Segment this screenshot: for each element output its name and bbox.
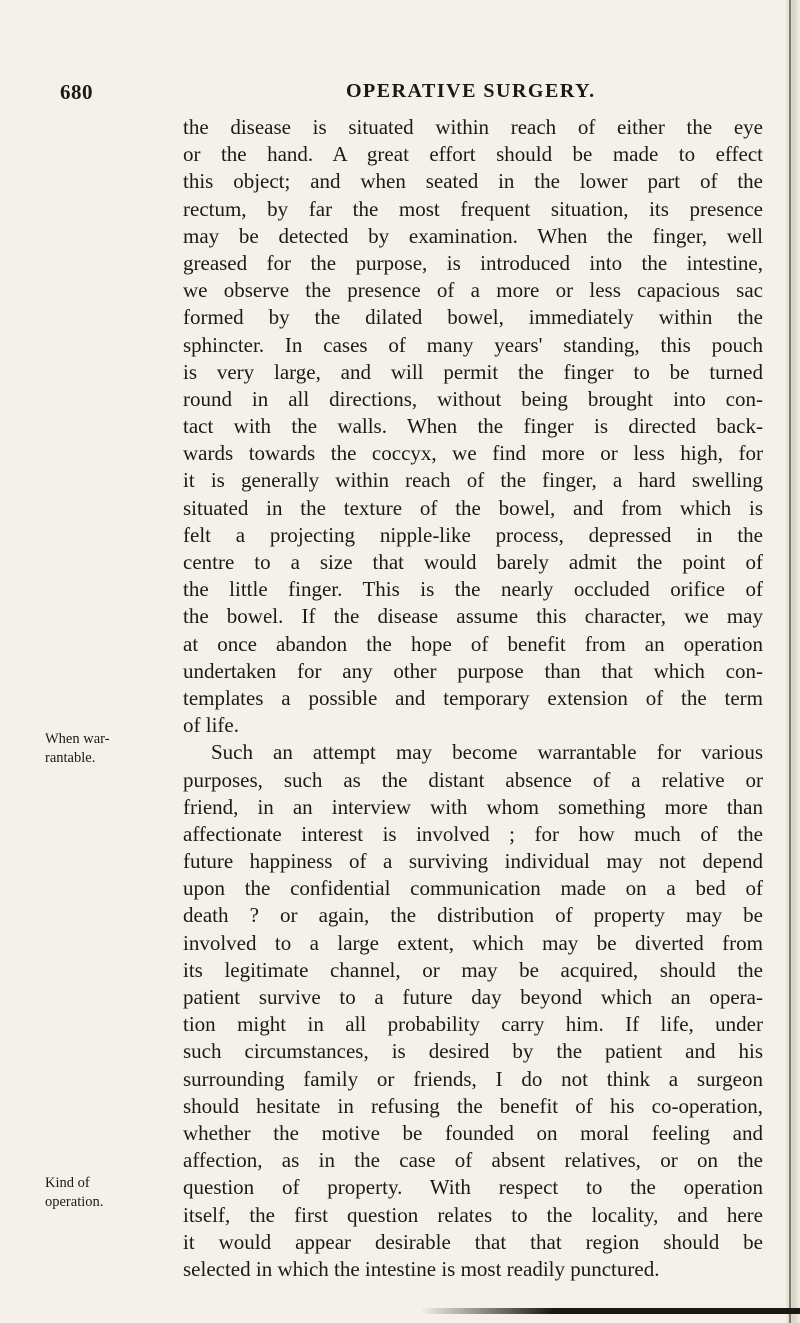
body-line: or the hand. A great effort should be made to effect — [183, 142, 763, 167]
body-line: templates a possible and temporary extension of the term — [183, 685, 763, 710]
page-edge-line — [789, 0, 791, 1323]
sidenote-line: rantable. — [45, 750, 96, 766]
body-line: is very large, and will permit the finger to be turned — [183, 359, 763, 384]
body-line: the bowel. If the disease assume this character, we may — [183, 604, 763, 629]
body-line: this object; and when seated in the lower part of the — [183, 169, 763, 194]
body-text — [183, 114, 763, 1283]
body-line: patient survive to a future day beyond which an opera- — [183, 985, 763, 1009]
body-line: affectionate interest is involved ; for how much of the — [183, 821, 763, 846]
body-line: round in all directions, without being brought into con- — [183, 386, 763, 411]
body-line: question of property. With respect to the operation — [183, 1175, 763, 1200]
page-header — [60, 80, 760, 110]
running-head: OPERATIVE SURGERY. — [346, 80, 596, 102]
body-line: surrounding family or friends, I do not think a surgeon — [183, 1066, 763, 1091]
body-line: the disease is situated within reach of either the eye — [183, 115, 763, 139]
body-line: situated in the texture of the bowel, and from which is — [183, 495, 763, 520]
body-line: whether the motive be founded on moral feeling and — [183, 1120, 763, 1145]
body-line: tact with the walls. When the finger is directed back- — [183, 414, 763, 439]
body-line: of life. — [183, 713, 239, 738]
body-line: wards towards the coccyx, we find more or less high, for — [183, 441, 763, 466]
body-line: centre to a size that would barely admit the point of — [183, 550, 763, 574]
body-line: affection, as in the case of absent relatives, or on the — [183, 1148, 763, 1173]
sidenote-when-warrantable — [45, 730, 170, 768]
body-line: selected in which the intestine is most readily punctured. — [183, 1256, 660, 1281]
sidenote-line: Kind of — [45, 1175, 90, 1191]
body-line: its legitimate channel, or may be acquired, should the — [183, 957, 763, 982]
body-line: Such an attempt may become warrantable for various — [211, 740, 763, 765]
bottom-rule — [420, 1308, 800, 1314]
sidenote-line: When war- — [45, 731, 110, 747]
body-line: itself, the first question relates to the locality, and here — [183, 1202, 763, 1227]
body-line: involved to a large extent, which may be diverted from — [183, 930, 763, 955]
body-line: we observe the presence of a more or less capacious sac — [183, 278, 763, 303]
body-line: the little finger. This is the nearly occluded orifice of — [183, 577, 763, 602]
body-line: rectum, by far the most frequent situation, its presence — [183, 196, 763, 221]
body-line: friend, in an interview with whom something more than — [183, 794, 763, 819]
body-line: should hesitate in refusing the benefit of his co-operation, — [183, 1093, 763, 1118]
body-line: death ? or again, the distribution of property may be — [183, 903, 763, 928]
page-number: 680 — [60, 80, 93, 104]
body-line: tion might in all probability carry him. If life, under — [183, 1012, 763, 1037]
body-line: formed by the dilated bowel, immediately within the — [183, 305, 763, 330]
body-line: upon the confidential communication made on a bed of — [183, 876, 763, 901]
body-line: sphincter. In cases of many years' standing, this pouch — [183, 332, 763, 357]
body-line: it is generally within reach of the finger, a hard swelling — [183, 468, 763, 493]
sidenote-line: operation. — [45, 1194, 104, 1210]
body-line: undertaken for any other purpose than that which con- — [183, 658, 763, 683]
body-line: greased for the purpose, is introduced into the intestine, — [183, 250, 763, 275]
body-line: at once abandon the hope of benefit from an operation — [183, 631, 763, 656]
body-line: may be detected by examination. When the finger, well — [183, 223, 763, 248]
body-line: purposes, such as the distant absence of a relative or — [183, 767, 763, 792]
body-line: such circumstances, is desired by the patient and his — [183, 1039, 763, 1064]
body-line: future happiness of a surviving individual may not depend — [183, 849, 763, 874]
body-line: felt a projecting nipple-like process, depressed in the — [183, 522, 763, 547]
sidenote-kind-of-operation — [45, 1174, 170, 1212]
body-line: it would appear desirable that that region should be — [183, 1229, 763, 1254]
